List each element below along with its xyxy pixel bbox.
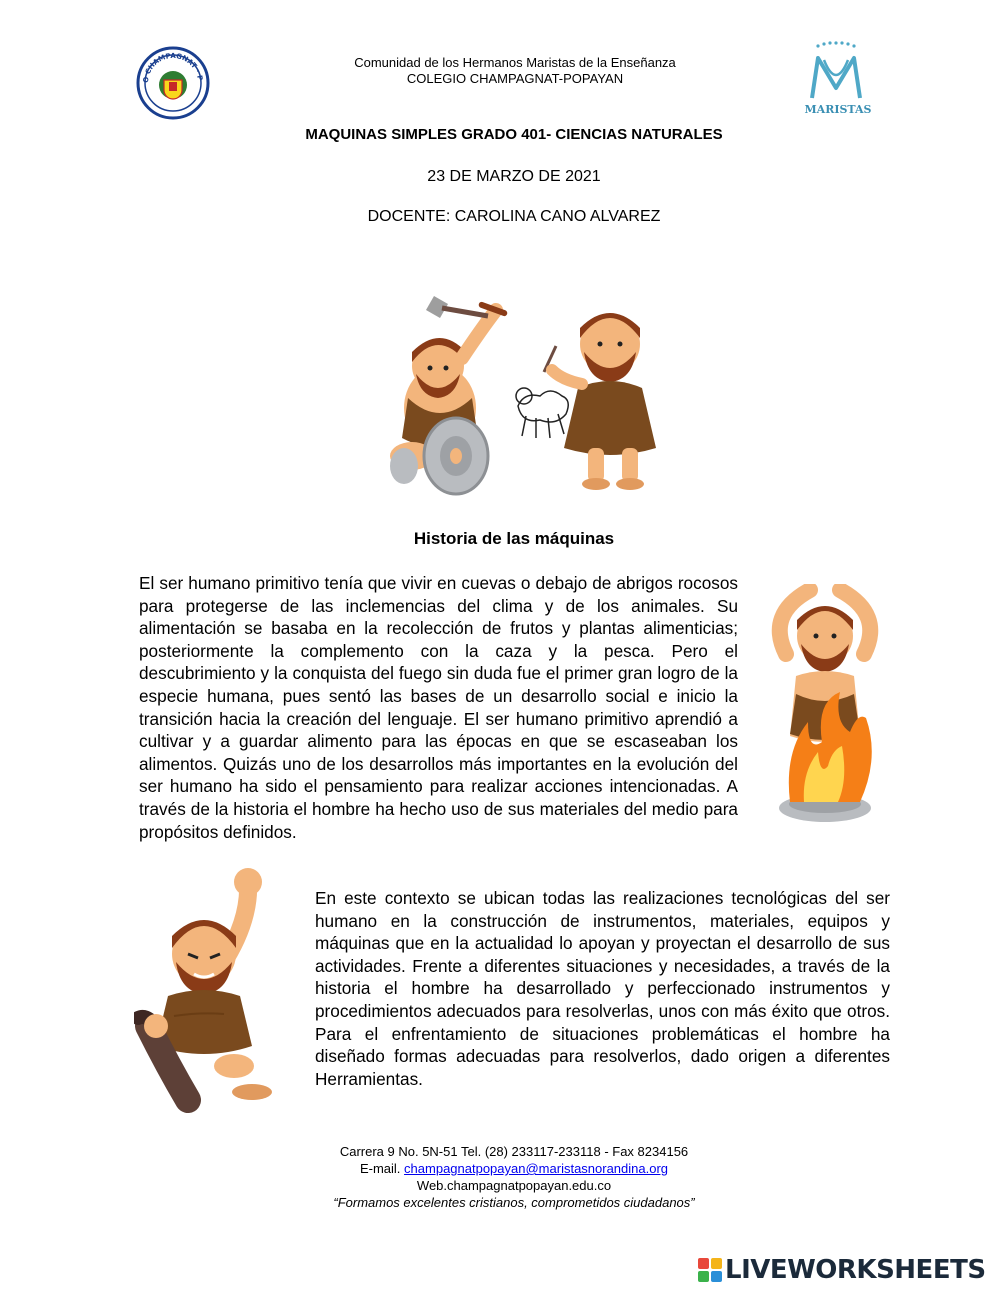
header-school: COLEGIO CHAMPAGNAT-POPAYAN [406, 71, 624, 86]
school-seal-logo [136, 46, 210, 120]
liveworksheets-logo-icon [698, 1258, 722, 1282]
cavemen-wheel-illustration [378, 288, 668, 508]
header-community: Comunidad de los Hermanos Maristas de la Enseñanza [354, 55, 676, 70]
liveworksheets-brand [698, 1254, 986, 1286]
footer-email-link[interactable]: champagnatpopayan@maristasnorandina.org [404, 1161, 669, 1176]
liveworksheets-text: LIVEWORKSHEETS [725, 1255, 986, 1285]
section-title: Historia de las máquinas [413, 529, 615, 548]
footer-web: Web.champagnatpopayan.edu.co [416, 1178, 612, 1193]
footer-email-line [250, 1160, 778, 1177]
maristas-logo-text: MARISTAS [804, 103, 872, 116]
footer-slogan: “Formamos excelentes cristianos, comprometidos ciudadanos” [333, 1195, 695, 1210]
document-teacher: DOCENTE: CAROLINA CANO ALVAREZ [367, 208, 661, 225]
footer-email-label: E-mail. [359, 1161, 401, 1176]
caveman-club-illustration [134, 866, 284, 1116]
footer-contact [250, 1143, 778, 1211]
footer-address: Carrera 9 No. 5N-51 Tel. (28) 233117-233118 - Fax 8234156 [339, 1144, 689, 1159]
document-title: MAQUINAS SIMPLES GRADO 401- CIENCIAS NATURALES [305, 126, 723, 143]
document-date: 23 DE MARZO DE 2021 [427, 168, 601, 185]
header-institution [250, 55, 780, 87]
history-paragraph-1: El ser humano primitivo tenía que vivir en cuevas o debajo de abrigos rocosos para protegerse de las inclemencias del clima y de los animales. Su alimentación se basaba en la recolección de frutos y plantas alimenticias; posteriormente la complemento con la caza y la pesca. Pero el descubrimiento y la conquista del fuego sin duda fue el primer gran logro de la especie humana, pues sentó las bases de un desarrollo social e inicio la transición hacia la creación del lenguaje. El ser humano primitivo aprendió a cultivar y a guardar alimento para las épocas en que se escaseaban los alimentos. Quizás uno de los desarrollos más importantes en la evolución del ser humano ha sido el pensamiento para realizar acciones intencionadas. A través de la historia el hombre ha hecho uso de sus materiales del medio para propósitos definidos. [139, 573, 738, 842]
seal-text: O CHAMPAGNAT · P [141, 51, 204, 84]
maristas-logo [794, 40, 882, 118]
history-paragraph-2: En este contexto se ubican todas las realizaciones tecnológicas del ser humano en la construcción de instrumentos, materiales, equipos y máquinas que en la actualidad lo apoyan y proyectan el desarrollo de sus actividades. Frente a diferentes situaciones y necesidades, a través de la historia el hombre ha desarrollado y perfeccionado instrumentos y procedimientos adecuados para resolverlas, unos con más éxito que otros. Para el enfrentamiento de situaciones problemáticas el hombre ha diseñado formas adecuadas para resolverlos, dado origen a diferentes Herramientas. [315, 888, 890, 1089]
caveman-fire-illustration [766, 584, 884, 836]
